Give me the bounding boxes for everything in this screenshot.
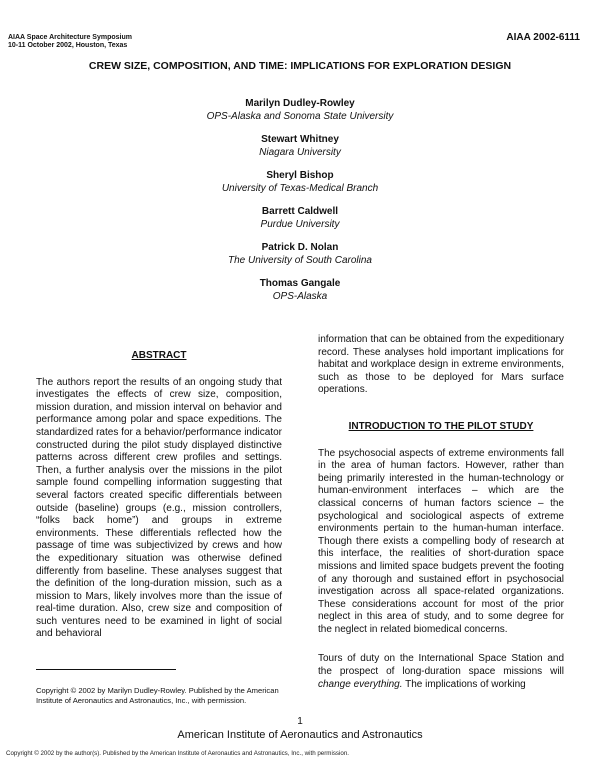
publisher-name: American Institute of Aeronautics and Astronautics: [177, 729, 423, 741]
author-entry: [0, 169, 600, 195]
symposium-name: AIAA Space Architecture Symposium: [8, 34, 132, 41]
conference-header: [8, 34, 132, 50]
paragraph-text-end: The implications of working: [402, 678, 526, 690]
intro-paragraph-continued: [318, 653, 564, 691]
page-footer: Copyright © 2002 by the author(s). Published by the American Institute of Aeronautics and Astronautics, Inc., with permission.: [6, 750, 349, 757]
author-entry: [0, 205, 600, 231]
author-entry: [0, 277, 600, 303]
emphasis-text: change everything.: [318, 678, 403, 690]
author-affiliation: Purdue University: [260, 219, 340, 230]
author-list: [0, 97, 600, 313]
author-affiliation: OPS-Alaska and Sonoma State University: [206, 111, 394, 122]
author-name: Barrett Caldwell: [261, 206, 339, 217]
author-affiliation: OPS-Alaska: [272, 291, 328, 302]
author-affiliation: Niagara University: [259, 147, 341, 158]
author-name: Sheryl Bishop: [266, 170, 334, 181]
abstract-text: The authors report the results of an ongoing study that investigates the effects of crew size, composition, mission duration, and mission interval on behavior and performance among polar and space expeditions. The standardized rates for a behavior/performance indicator constructed during the pilot study displayed distinctive patterns across different crew profiles and settings. Then, a further analysis over the missions in the pilot sample found compelling information suggesting that several factors created specific differentials between outside (baseline) groups (e.g., mission controllers, “folks back home”) and groups in extreme environments. These differentials reflected how the passage of time was subjectivized by crews and how the expeditionary situation was otherwise defined differently from baseline. These analyses suggest that the definition of the long-duration mission, such as a mission to Mars, likely involves more than the issue of real-time duration. Also, crew size and composition of such ventures need to be examined in light of social and behavioral: [36, 376, 282, 640]
author-name: Thomas Gangale: [259, 278, 341, 289]
author-affiliation: The University of South Carolina: [228, 255, 372, 266]
author-entry: [0, 241, 600, 267]
abstract-continuation: information that can be obtained from the expeditionary record. These analyses hold important implications for habitat and workplace design in extreme environments, such as those to be deployed for Mars surface operations.: [318, 334, 564, 396]
right-column: [318, 334, 564, 691]
symposium-dates: 10-11 October 2002, Houston, Texas: [8, 42, 128, 49]
paragraph-text-start: Tours of duty on the International Space Station and the prospect of long-duration space missions will: [318, 653, 564, 678]
author-entry: [0, 97, 600, 123]
author-name: Patrick D. Nolan: [261, 242, 339, 253]
copyright-footnote: Copyright © 2002 by Marilyn Dudley-Rowley. Published by the American Institute of Aeronautics and Astronautics, Inc., with permission.: [36, 686, 279, 705]
left-column: [36, 350, 282, 641]
paper-number: AIAA 2002-6111: [506, 32, 580, 43]
author-name: Stewart Whitney: [261, 134, 339, 145]
author-affiliation: University of Texas-Medical Branch: [221, 183, 379, 194]
intro-paragraph: The psychosocial aspects of extreme environments fall in the area of human factors. However, rather than being primarily interested in the human-technology or human-environment interfaces – which are the classical concerns of human factors science – the psychological and sociological aspects of extreme environments pertain to the human-human interface. Though there exists a compelling body of research at this interface, the realities of short-duration space missions and limited space budgets prevent the footing of any thorough and sustained effort in psychosocial investigation across all space-related organizations. These considerations account for most of the prior neglect in this area of study, and to some degree for the neglect in related biomedical concerns.: [318, 447, 564, 635]
author-entry: [0, 133, 600, 159]
footnote-divider: [36, 669, 176, 670]
page-number: 1: [297, 716, 303, 727]
abstract-heading: ABSTRACT: [131, 350, 187, 361]
section-heading-intro: INTRODUCTION TO THE PILOT STUDY: [348, 420, 534, 432]
paper-title: CREW SIZE, COMPOSITION, AND TIME: IMPLICATIONS FOR EXPLORATION DESIGN: [88, 60, 512, 72]
author-name: Marilyn Dudley-Rowley: [245, 98, 355, 109]
